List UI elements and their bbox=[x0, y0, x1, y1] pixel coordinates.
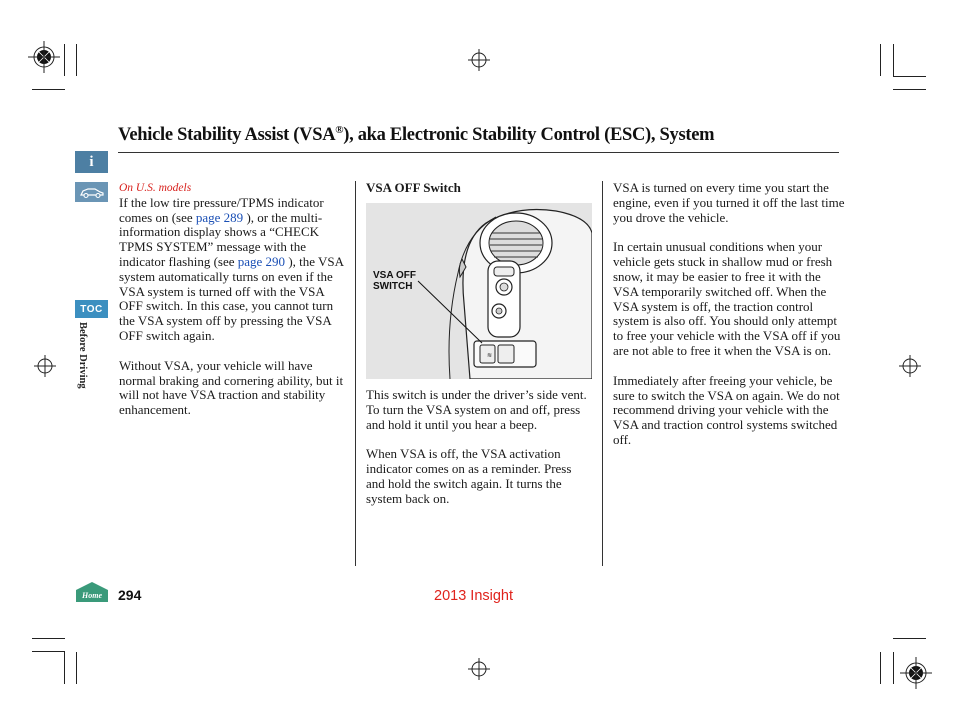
title-prefix: Vehicle Stability Assist (VSA bbox=[118, 125, 336, 146]
registration-mark-top-left bbox=[26, 39, 62, 75]
switch-back-on-paragraph: Immediately after freeing your vehicle, be sure to switch the VSA on again. We do not recommend driving your vehicle with the VSA and traction control systems switched off. bbox=[613, 372, 840, 447]
registration-mark-bottom-right bbox=[898, 655, 934, 691]
info-icon: i bbox=[89, 153, 94, 170]
without-vsa-paragraph: Without VSA, your vehicle will have normal braking and cornering ability, but it will not have VSA traction and stability enhancement. bbox=[119, 357, 344, 418]
column-divider-1 bbox=[355, 181, 356, 566]
crosshair-target-right bbox=[899, 355, 921, 377]
vsa-off-switch-heading: VSA OFF Switch bbox=[366, 180, 461, 195]
column-left bbox=[119, 181, 350, 433]
crosshair-target-bottom bbox=[468, 658, 490, 680]
svg-text:≋: ≋ bbox=[487, 353, 493, 359]
page-290-link[interactable]: page 290 bbox=[237, 253, 286, 269]
models-note: On U.S. models bbox=[119, 182, 192, 194]
section-label: Before Driving bbox=[77, 322, 88, 389]
info-tab-button[interactable] bbox=[75, 151, 108, 173]
title-rule bbox=[118, 152, 839, 153]
toc-label: TOC bbox=[80, 303, 103, 315]
column-middle bbox=[366, 181, 592, 196]
page-289-link[interactable]: page 289 bbox=[195, 209, 244, 225]
column-right bbox=[613, 181, 845, 463]
tpms-paragraph: If the low tire pressure/TPMS indicator comes on (see page 289 ), or the multi-information display shows a “CHECK TPMS SYSTEM” message with the indicator flashing (see page 290 ), the VSA system automatically turns on even if the VSA system is turned off with the VSA OFF switch. In this case, you cannot turn the VSA system off by pressing the VSA OFF switch again. bbox=[119, 194, 344, 343]
registered-mark: ® bbox=[335, 124, 344, 136]
home-button[interactable] bbox=[75, 581, 109, 603]
page-title bbox=[118, 124, 714, 146]
book-title: 2013 Insight bbox=[434, 588, 514, 604]
crosshair-target-left bbox=[34, 355, 56, 377]
vsa-default-on-paragraph: VSA is turned on every time you start the engine, even if you turned it off the last time you drove the vehicle. bbox=[613, 180, 845, 225]
stuck-vehicle-paragraph: In certain unusual conditions when your vehicle gets stuck in shallow mud or fresh snow, it may be easier to free it with the VSA temporarily switched off. When the VSA system is off, the traction control system is also off. You should only attempt to free your vehicle with the VSA off if you are not able to free it when the VSA is on. bbox=[613, 239, 841, 358]
vsa-switch-figure bbox=[366, 203, 592, 379]
toc-button[interactable] bbox=[75, 300, 108, 318]
column-divider-2 bbox=[602, 181, 603, 566]
vsa-off-indicator-paragraph: When VSA is off, the VSA activation indicator comes on as a reminder. Press and hold the switch again. It turns the system back on. bbox=[366, 446, 572, 506]
car-icon bbox=[79, 185, 105, 199]
page-number: 294 bbox=[118, 587, 142, 603]
switch-location-paragraph: This switch is under the driver’s side vent. To turn the VSA system on and off, press and hold it until you hear a beep. bbox=[366, 387, 587, 432]
home-icon: Home bbox=[82, 591, 102, 600]
car-tab-button[interactable] bbox=[75, 182, 108, 202]
title-suffix: ), aka Electronic Stability Control (ESC), System bbox=[343, 125, 715, 146]
crosshair-target-top bbox=[468, 49, 490, 71]
vsa-off-switch-callout: VSA OFF SWITCH bbox=[373, 270, 416, 292]
column-middle-text bbox=[366, 388, 592, 522]
